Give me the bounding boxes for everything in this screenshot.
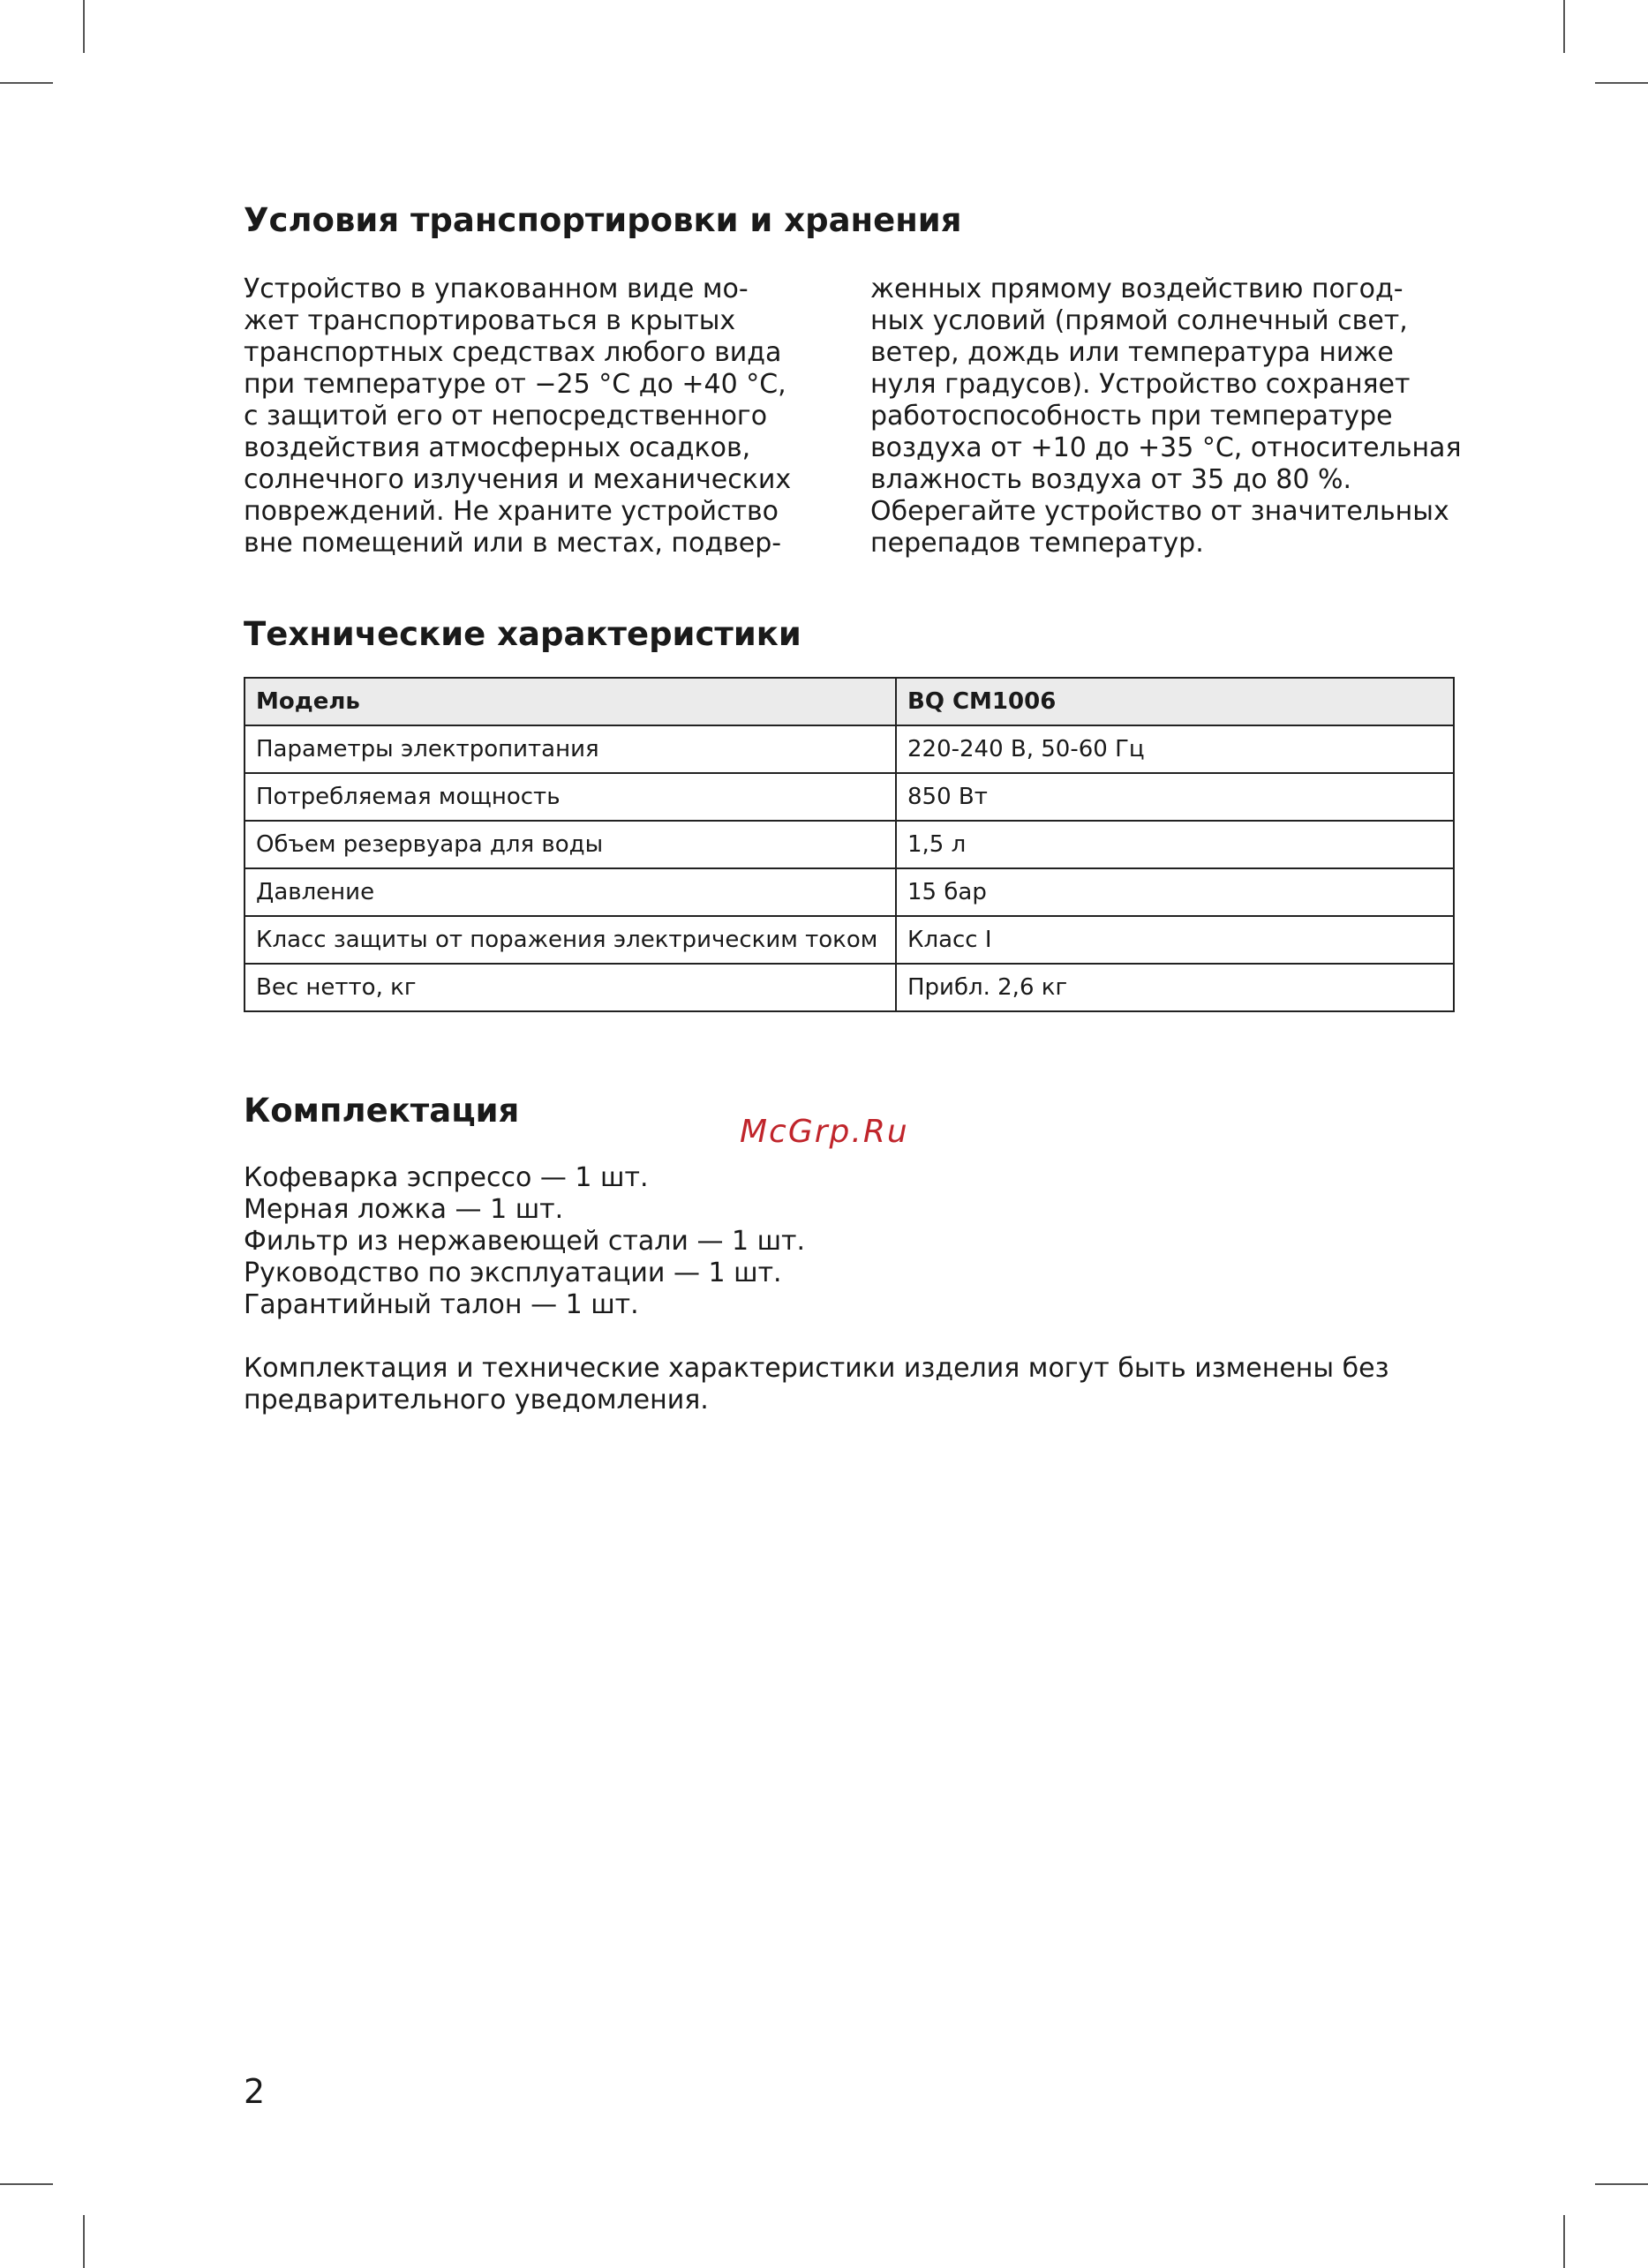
list-item: Фильтр из нержавеющей стали — 1 шт.: [244, 1226, 806, 1257]
text-line: Комплектация и технические характеристики изделия могут быть изменены без: [244, 1353, 1389, 1384]
table-row: [245, 773, 1454, 821]
text-line: воздуха от +10 до +35 °C, относительная: [870, 432, 1462, 463]
table-cell: 15 бар: [896, 868, 1454, 916]
table-cell: 1,5 л: [896, 821, 1454, 868]
text-line: вне помещений или в местах, подвер-: [244, 528, 782, 559]
table-row: [245, 725, 1454, 773]
table-row: [245, 868, 1454, 916]
crop-mark: [1595, 82, 1648, 84]
list-item: Кофеварка эспрессо — 1 шт.: [244, 1162, 649, 1193]
watermark: McGrp.Ru: [740, 1114, 909, 1150]
text-line: Оберегайте устройство от значительных: [870, 496, 1449, 527]
specs-heading: Технические характеристики: [244, 615, 801, 653]
transport-column-1: [244, 274, 791, 559]
text-line: ных условий (прямой солнечный свет,: [870, 305, 1408, 336]
package-heading: Комплектация: [244, 1092, 520, 1130]
text-line: работоспособность при температуре: [870, 401, 1393, 432]
crop-mark: [1595, 2183, 1648, 2185]
text-line: солнечного излучения и механических: [244, 464, 792, 495]
text-line: ветер, дождь или температура ниже: [870, 337, 1394, 368]
table-cell: 220-240 В, 50-60 Гц: [896, 725, 1454, 773]
text-line: воздействия атмосферных осадков,: [244, 432, 751, 463]
text-line: перепадов температур.: [870, 528, 1204, 559]
table-cell: Параметры электропитания: [245, 725, 896, 773]
text-line: повреждений. Не храните устройство: [244, 496, 779, 527]
transport-heading: Условия транспортировки и хранения: [244, 201, 962, 239]
list-item: Гарантийный талон — 1 шт.: [244, 1289, 639, 1320]
text-line: нуля градусов). Устройство сохраняет: [870, 369, 1411, 400]
crop-mark: [83, 0, 85, 53]
text-line: предварительного уведомления.: [244, 1385, 709, 1416]
crop-mark: [1563, 0, 1565, 53]
table-cell: Потребляемая мощность: [245, 773, 896, 821]
table-cell: Объем резервуара для воды: [245, 821, 896, 868]
table-header-cell: Модель: [245, 678, 896, 725]
list-item: Мерная ложка — 1 шт.: [244, 1194, 564, 1225]
table-header-row: [245, 678, 1454, 725]
table-cell: Давление: [245, 868, 896, 916]
crop-mark: [1563, 2215, 1565, 2268]
package-list: [244, 1162, 805, 1321]
table-row: [245, 916, 1454, 964]
list-item: Руководство по эксплуатации — 1 шт.: [244, 1258, 782, 1288]
table-cell: Класс I: [896, 916, 1454, 964]
page-number: 2: [244, 2072, 266, 2111]
table-row: [245, 821, 1454, 868]
text-line: транспортных средствах любого вида: [244, 337, 782, 368]
specs-table: [244, 677, 1455, 1012]
crop-mark: [83, 2215, 85, 2268]
package-note: [244, 1353, 1389, 1416]
text-line: Устройство в упакованном виде мо-: [244, 274, 749, 304]
crop-mark: [0, 82, 53, 84]
table-cell: Класс защиты от поражения электрическим током: [245, 916, 896, 964]
text-line: при температуре от −25 °C до +40 °C,: [244, 369, 786, 400]
table-cell: Прибл. 2,6 кг: [896, 964, 1454, 1011]
text-line: женных прямому воздействию погод-: [870, 274, 1403, 304]
text-line: жет транспортироваться в крытых: [244, 305, 736, 336]
crop-mark: [0, 2183, 53, 2185]
text-line: влажность воздуха от 35 до 80 %.: [870, 464, 1352, 495]
table-cell: Вес нетто, кг: [245, 964, 896, 1011]
table-cell: 850 Вт: [896, 773, 1454, 821]
table-row: [245, 964, 1454, 1011]
table-header-cell: BQ CM1006: [896, 678, 1454, 725]
text-line: с защитой его от непосредственного: [244, 401, 768, 432]
transport-column-2: [870, 274, 1462, 559]
